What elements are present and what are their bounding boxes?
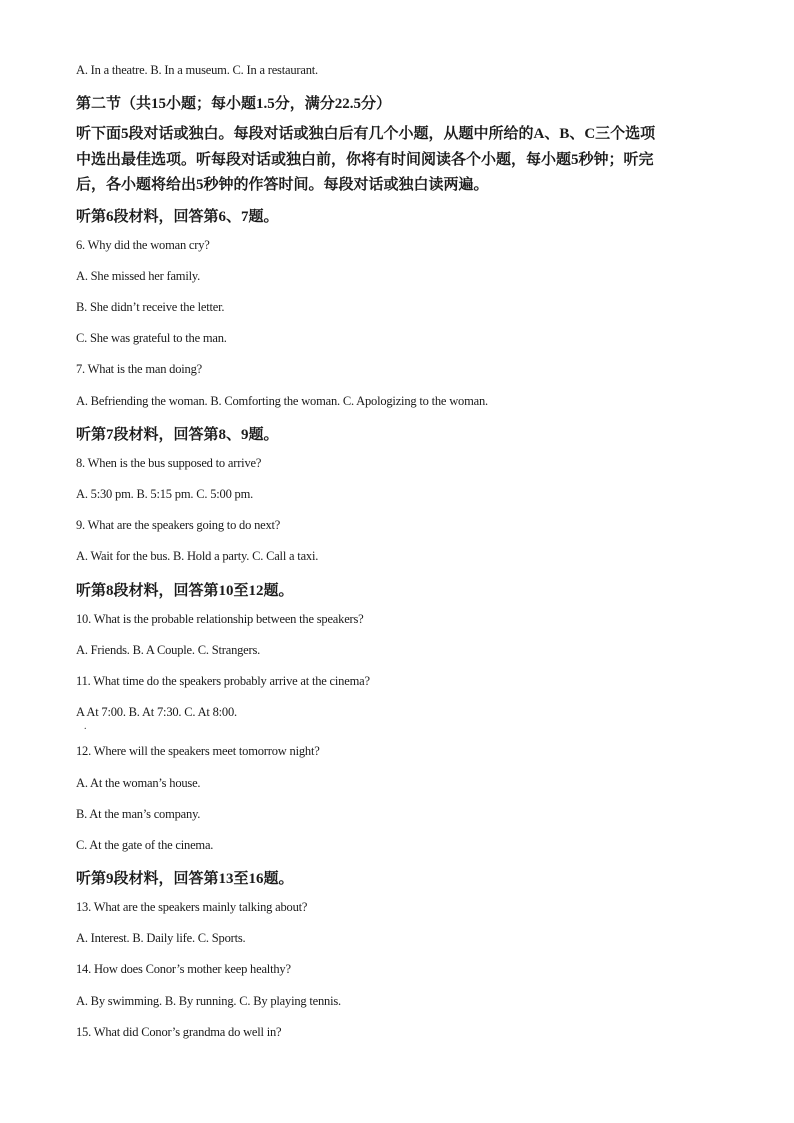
instruction-paragraph [76, 122, 714, 199]
answer-option: A. She missed her family. [76, 268, 201, 283]
answer-option: A At 7:00. B. At 7:30. C. At 8:00. [76, 705, 237, 720]
section-heading: 听第9段材料，回答第13至16题。 [76, 871, 294, 888]
question-text: 15. What did Conor’s grandma do well in? [76, 1024, 282, 1039]
instruction-line: 中选出最佳选项。听每段对话或独白前，你将有时间阅读各个小题，每小题5秒钟；听完 [76, 151, 654, 168]
question-text: 8. When is the bus supposed to arrive? [76, 455, 262, 470]
part-heading: 第二节（共15小题；每小题1.5分，满分22.5分） [76, 96, 392, 113]
answer-option: A. In a theatre. B. In a museum. C. In a restaurant. [76, 63, 318, 77]
section-heading: 听第8段材料，回答第10至12题。 [76, 582, 294, 599]
question-text: 6. Why did the woman cry? [76, 237, 210, 252]
answer-option: A. Befriending the woman. B. Comforting the woman. C. Apologizing to the woman. [76, 393, 488, 408]
answer-option: A. 5:30 pm. B. 5:15 pm. C. 5:00 pm. [76, 487, 254, 501]
answer-option: A. At the woman’s house. [76, 775, 201, 790]
answer-option: B. At the man’s company. [76, 806, 201, 821]
question-text: 13. What are the speakers mainly talking about? [76, 900, 308, 915]
instruction-line: 后，各小题将给出5秒钟的作答时间。每段对话或独白读两遍。 [76, 177, 489, 194]
answer-option: C. She was grateful to the man. [76, 331, 227, 346]
answer-option: B. She didn’t receive the letter. [76, 300, 225, 315]
section-heading: 听第7段材料，回答第8、9题。 [76, 426, 279, 443]
answer-option: A. Wait for the bus. B. Hold a party. C. Call a taxi. [76, 549, 319, 564]
instruction-line: 听下面5段对话或独白。每段对话或独白后有几个小题，从题中所给的A、B、C三个选项 [76, 126, 656, 143]
answer-option: C. At the gate of the cinema. [76, 837, 214, 852]
section-heading: 听第6段材料，回答第6、7题。 [76, 208, 279, 225]
question-text: 12. Where will the speakers meet tomorrow night? [76, 744, 320, 759]
question-text: 11. What time do the speakers probably arrive at the cinema? [76, 673, 370, 688]
question-text: 7. What is the man doing? [76, 362, 202, 377]
answer-option: A. By swimming. B. By running. C. By playing tennis. [76, 993, 341, 1008]
stray-mark: . [84, 721, 87, 733]
question-text: 10. What is the probable relationship between the speakers? [76, 611, 364, 626]
question-text: 14. How does Conor’s mother keep healthy? [76, 962, 291, 977]
answer-option: A. Interest. B. Daily life. C. Sports. [76, 931, 246, 946]
answer-option: A. Friends. B. A Couple. C. Strangers. [76, 642, 261, 657]
question-text: 9. What are the speakers going to do next? [76, 518, 281, 533]
